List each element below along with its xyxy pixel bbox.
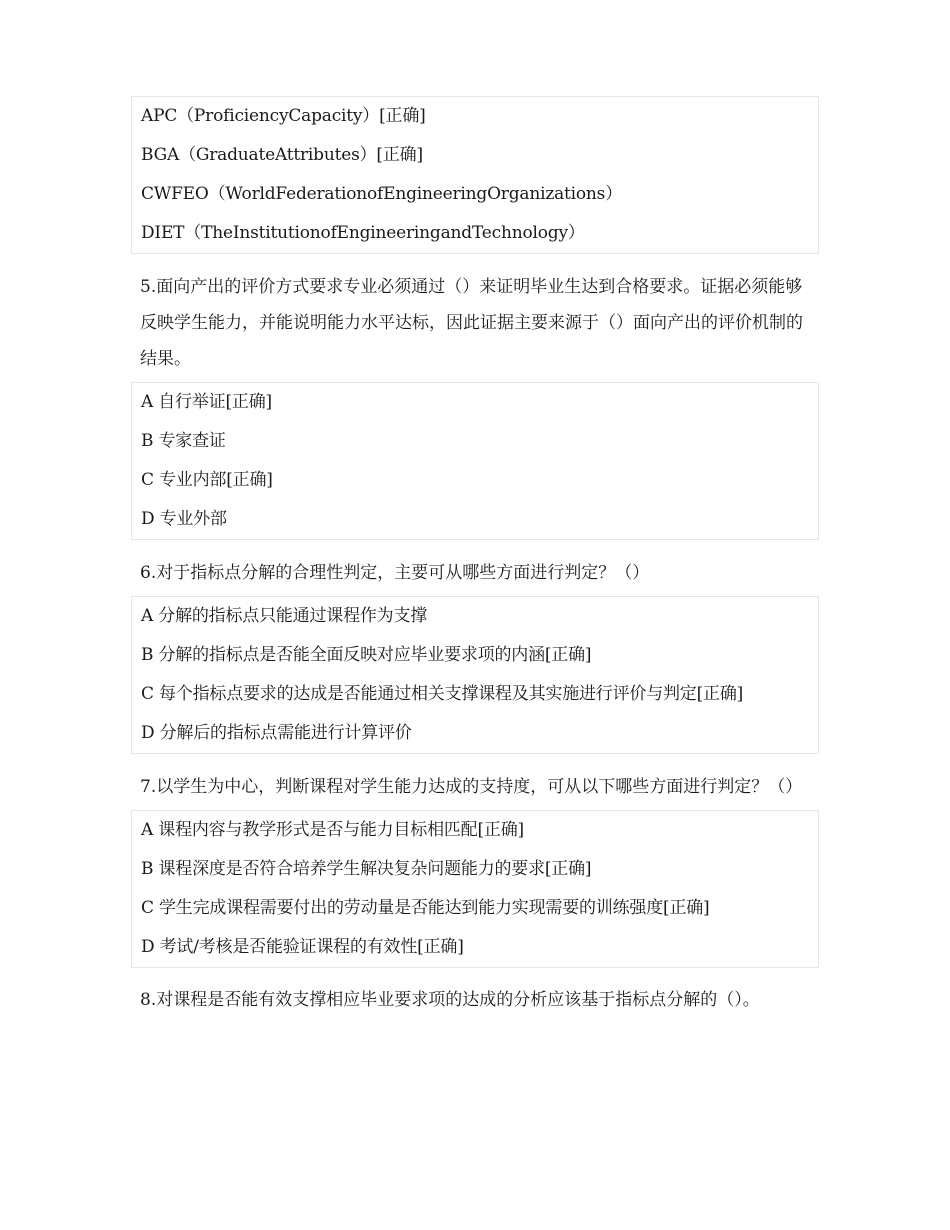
q6-text: 6.对于指标点分解的合理性判定，主要可从哪些方面进行判定？（）	[140, 563, 650, 583]
q5-option-b: B 专家查证	[141, 431, 226, 451]
q7-option-c: C 学生完成课程需要付出的劳动量是否能达到能力实现需要的训练强度[正确]	[141, 898, 710, 918]
q6-option-b: B 分解的指标点是否能全面反映对应毕业要求项的内涵[正确]	[141, 645, 592, 665]
q5-options	[131, 382, 819, 540]
q7-option-b: B 课程深度是否符合培养学生解决复杂问题能力的要求[正确]	[141, 859, 592, 879]
q5-text: 5.面向产出的评价方式要求专业必须通过（）来证明毕业生达到合格要求。证据必须能够反映学生能力，并能说明能力水平达标，因此证据主要来源于（）面向产出的评价机制的结果。	[140, 277, 803, 369]
q5-option-c: C 专业内部[正确]	[141, 470, 273, 490]
document-content	[131, 96, 819, 1023]
q6-options	[131, 596, 819, 754]
q5-option-d: D 专业外部	[141, 509, 227, 529]
q6-option-a: A 分解的指标点只能通过课程作为支撑	[141, 606, 428, 626]
q4-option-c: CWFEO（WorldFederationofEngineeringOrganizations）	[141, 184, 623, 204]
q7-text: 7.以学生为中心，判断课程对学生能力达成的支持度，可从以下哪些方面进行判定？（）	[140, 777, 803, 797]
q7-options	[131, 810, 819, 968]
q6-option-c: C 每个指标点要求的达成是否能通过相关支撑课程及其实施进行评价与判定[正确]	[141, 684, 744, 704]
q5-option-a: A 自行举证[正确]	[141, 392, 272, 412]
q7-option-a: A 课程内容与教学形式是否与能力目标相匹配[正确]	[141, 820, 524, 840]
q8-text: 8.对课程是否能有效支撑相应毕业要求项的达成的分析应该基于指标点分解的（）。	[140, 990, 760, 1010]
q4-option-a: APC（ProficiencyCapacity）[正确]	[141, 106, 426, 126]
q7-option-d: D 考试/考核是否能验证课程的有效性[正确]	[141, 937, 464, 957]
q4-option-b: BGA（GraduateAttributes）[正确]	[141, 145, 423, 165]
q6-option-d: D 分解后的指标点需能进行计算评价	[141, 723, 412, 743]
q4-options	[131, 96, 819, 254]
q4-option-d: DIET（TheInstitutionofEngineeringandTechnology）	[141, 223, 585, 243]
